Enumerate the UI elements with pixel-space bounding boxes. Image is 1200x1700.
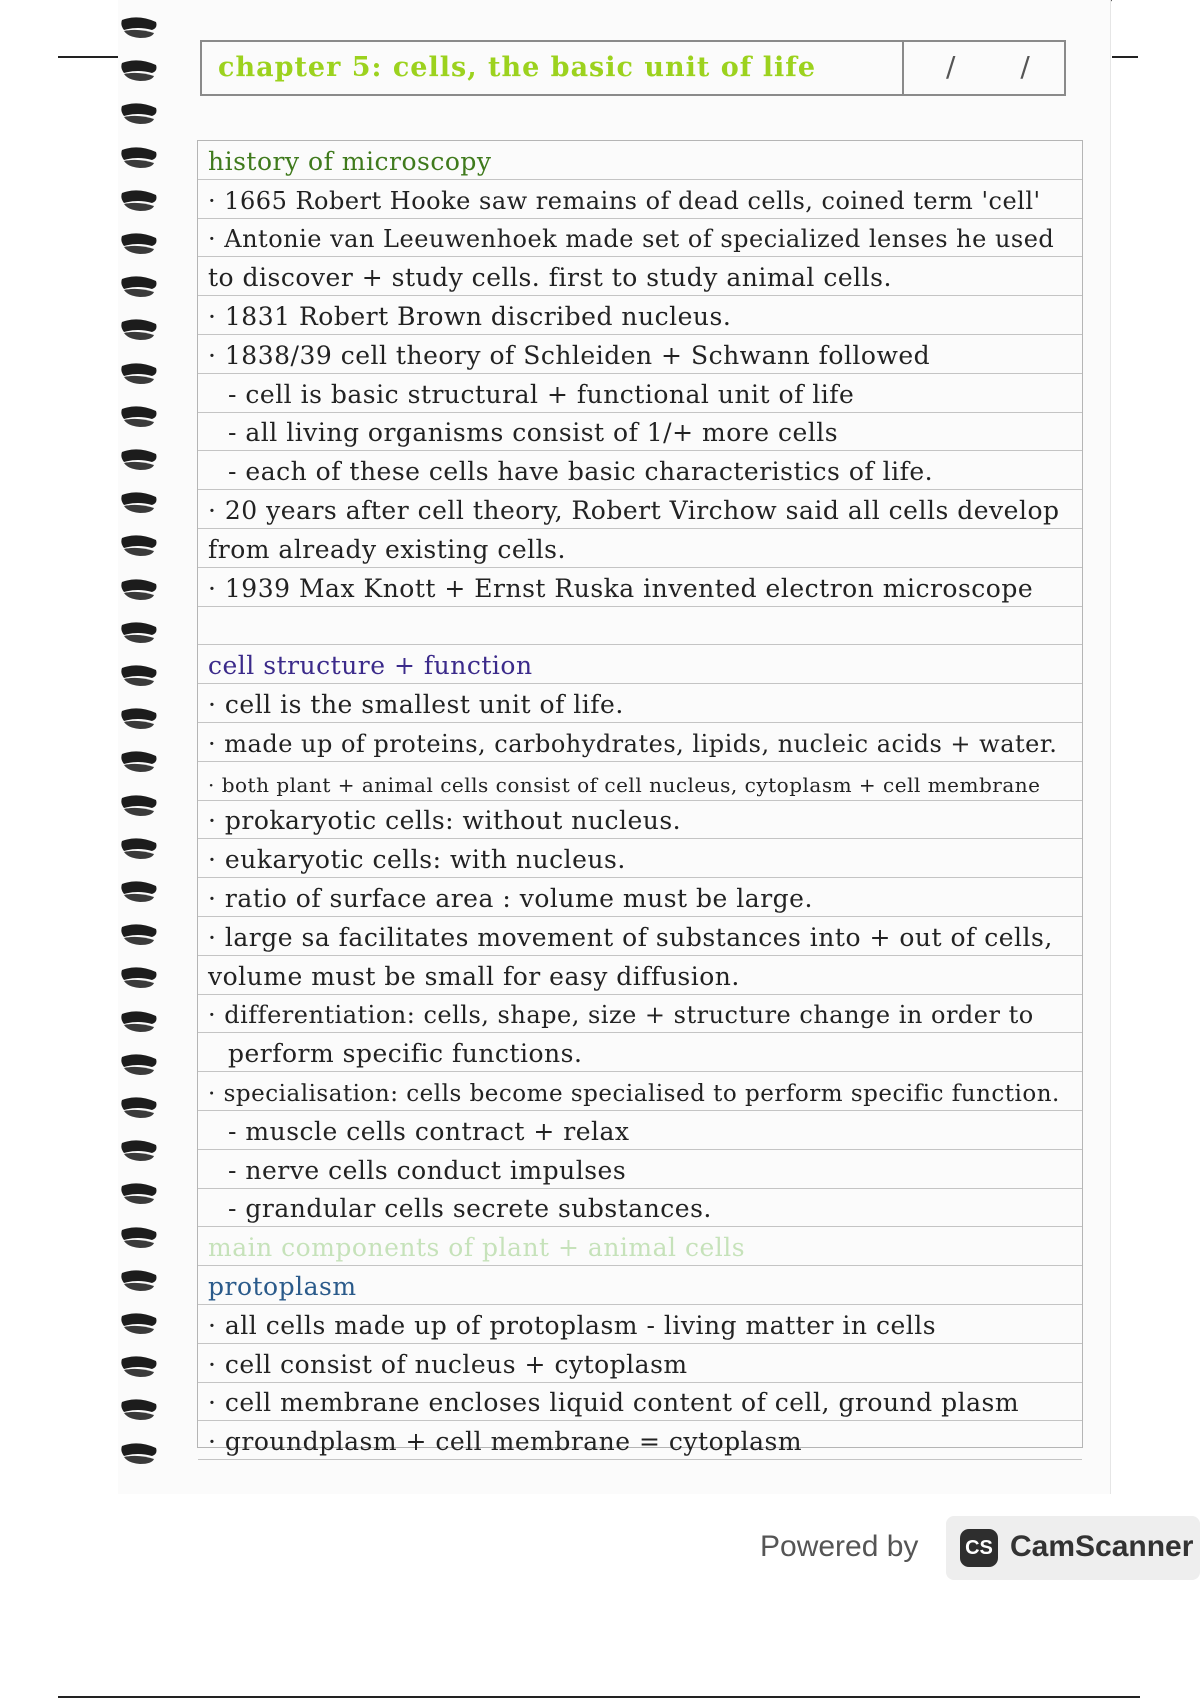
note-text: · made up of proteins, carbohydrates, lipids, nucleic acids + water. — [208, 729, 1058, 758]
powered-by-label: Powered by — [760, 1530, 919, 1563]
note-line — [198, 335, 1082, 374]
note-text: - each of these cells have basic characteristics of life. — [228, 457, 934, 487]
spiral-coil — [118, 1396, 160, 1422]
spiral-coil — [118, 619, 160, 645]
spiral-coil — [118, 964, 160, 990]
note-line — [198, 141, 1082, 180]
spiral-coil — [118, 835, 160, 861]
note-text: · differentiation: cells, shape, size + structure change in order to — [208, 1001, 1034, 1030]
chapter-title: chapter 5: cells, the basic unit of life — [218, 52, 817, 83]
note-line — [198, 529, 1082, 568]
note-text: · large sa facilitates movement of substances into + out of cells, — [208, 922, 1053, 952]
note-line — [198, 801, 1082, 840]
spiral-coil — [118, 1440, 160, 1466]
header-divider — [902, 42, 904, 94]
spiral-coil — [118, 187, 160, 213]
note-text: · 1939 Max Knott + Ernst Ruska invented electron microscope — [208, 573, 1034, 603]
note-line — [198, 180, 1082, 219]
spiral-coil — [118, 1094, 160, 1120]
note-line — [198, 1111, 1082, 1150]
note-text: · 1665 Robert Hooke saw remains of dead cells, coined term 'cell' — [208, 186, 1041, 215]
camscanner-badge — [946, 1516, 1200, 1580]
spiral-coil — [118, 662, 160, 688]
note-text: · 1838/39 cell theory of Schleiden + Schwann followed — [208, 340, 931, 370]
note-text: · eukaryotic cells: with nucleus. — [208, 845, 626, 875]
note-line — [198, 1072, 1082, 1111]
spiral-coil — [118, 1180, 160, 1206]
note-text: · cell membrane encloses liquid content of cell, ground plasm — [208, 1388, 1020, 1418]
scan-edge-line-right — [1112, 56, 1138, 58]
spiral-coil — [118, 57, 160, 83]
note-text: · 1831 Robert Brown discribed nucleus. — [208, 301, 732, 331]
date-field: / / — [946, 50, 1058, 83]
note-text: · Antonie van Leeuwenhoek made set of specialized lenses he used — [208, 225, 1055, 254]
note-line — [198, 878, 1082, 917]
note-line — [198, 1344, 1082, 1383]
note-text: · ratio of surface area : volume must be large. — [208, 883, 813, 913]
spiral-coil — [118, 1310, 160, 1336]
note-line — [198, 296, 1082, 335]
note-text: · specialisation: cells become specialised to perform specific function. — [208, 1080, 1060, 1107]
note-text: - grandular cells secrete substances. — [228, 1194, 712, 1224]
camscanner-brand: CamScanner — [1010, 1530, 1194, 1563]
spiral-coil — [118, 100, 160, 126]
note-line — [198, 1266, 1082, 1305]
spiral-coil — [118, 230, 160, 256]
spiral-coil — [118, 705, 160, 731]
spiral-coil — [118, 144, 160, 170]
note-text: to discover + study cells. first to study animal cells. — [208, 263, 892, 293]
notes-lined-area — [197, 140, 1083, 1457]
note-line — [198, 413, 1082, 452]
note-line — [198, 257, 1082, 296]
spiral-coil — [118, 316, 160, 342]
spiral-coil — [118, 403, 160, 429]
note-text: cell structure + function — [208, 651, 533, 681]
note-text: protoplasm — [208, 1271, 357, 1301]
note-line — [198, 645, 1082, 684]
note-line — [198, 607, 1082, 646]
note-text: · both plant + animal cells consist of cell nucleus, cytoplasm + cell membrane — [208, 772, 1041, 797]
spiral-coil — [118, 446, 160, 472]
note-text: · cell consist of nucleus + cytoplasm — [208, 1349, 688, 1379]
note-text: history of microscopy — [208, 146, 492, 176]
note-text: from already existing cells. — [208, 534, 566, 564]
note-text: main components of plant + animal cells — [208, 1233, 746, 1263]
note-text: - muscle cells contract + relax — [228, 1116, 630, 1146]
note-text: - cell is basic structural + functional unit of life — [228, 379, 855, 409]
spiral-coil — [118, 1051, 160, 1077]
spiral-coil — [118, 792, 160, 818]
note-line — [198, 374, 1082, 413]
note-text: · prokaryotic cells: without nucleus. — [208, 806, 682, 836]
note-text: volume must be small for easy diffusion. — [208, 961, 740, 991]
spiral-coil — [118, 1224, 160, 1250]
note-line — [198, 839, 1082, 878]
note-line — [198, 723, 1082, 762]
note-text: · cell is the smallest unit of life. — [208, 689, 624, 719]
note-line — [198, 1189, 1082, 1228]
spiral-coil — [118, 14, 160, 40]
spiral-coil — [118, 360, 160, 386]
note-line — [198, 490, 1082, 529]
note-text: - nerve cells conduct impulses — [228, 1155, 627, 1185]
spiral-coil — [118, 489, 160, 515]
note-line — [198, 684, 1082, 723]
spiral-coil — [118, 1137, 160, 1163]
spiral-coil — [118, 1008, 160, 1034]
spiral-coil — [118, 921, 160, 947]
spiral-coil — [118, 1353, 160, 1379]
note-line — [198, 995, 1082, 1034]
note-text: perform specific functions. — [228, 1039, 583, 1069]
note-line — [198, 1421, 1082, 1460]
note-text: · groundplasm + cell membrane = cytoplasm — [208, 1427, 803, 1457]
note-line — [198, 1227, 1082, 1266]
note-line — [198, 1383, 1082, 1422]
note-text: · all cells made up of protoplasm - living matter in cells — [208, 1310, 937, 1340]
note-text: · 20 years after cell theory, Robert Virchow said all cells develop — [208, 495, 1060, 525]
note-line — [198, 1305, 1082, 1344]
spiral-coil — [118, 878, 160, 904]
chapter-header-box — [200, 40, 1066, 96]
note-line — [198, 1033, 1082, 1072]
note-line — [198, 1150, 1082, 1189]
spiral-coil — [118, 532, 160, 558]
note-text: - all living organisms consist of 1/+ more cells — [228, 418, 839, 448]
spiral-coil — [118, 576, 160, 602]
camscanner-logo-icon: CS — [960, 1529, 998, 1567]
scan-edge-line-bottom — [58, 1696, 1140, 1698]
note-line — [198, 917, 1082, 956]
note-line — [198, 219, 1082, 258]
note-line — [198, 451, 1082, 490]
spiral-coil — [118, 748, 160, 774]
note-line — [198, 568, 1082, 607]
spiral-binding — [118, 14, 162, 1484]
spiral-coil — [118, 1267, 160, 1293]
spiral-coil — [118, 273, 160, 299]
note-line — [198, 956, 1082, 995]
note-line — [198, 762, 1082, 801]
